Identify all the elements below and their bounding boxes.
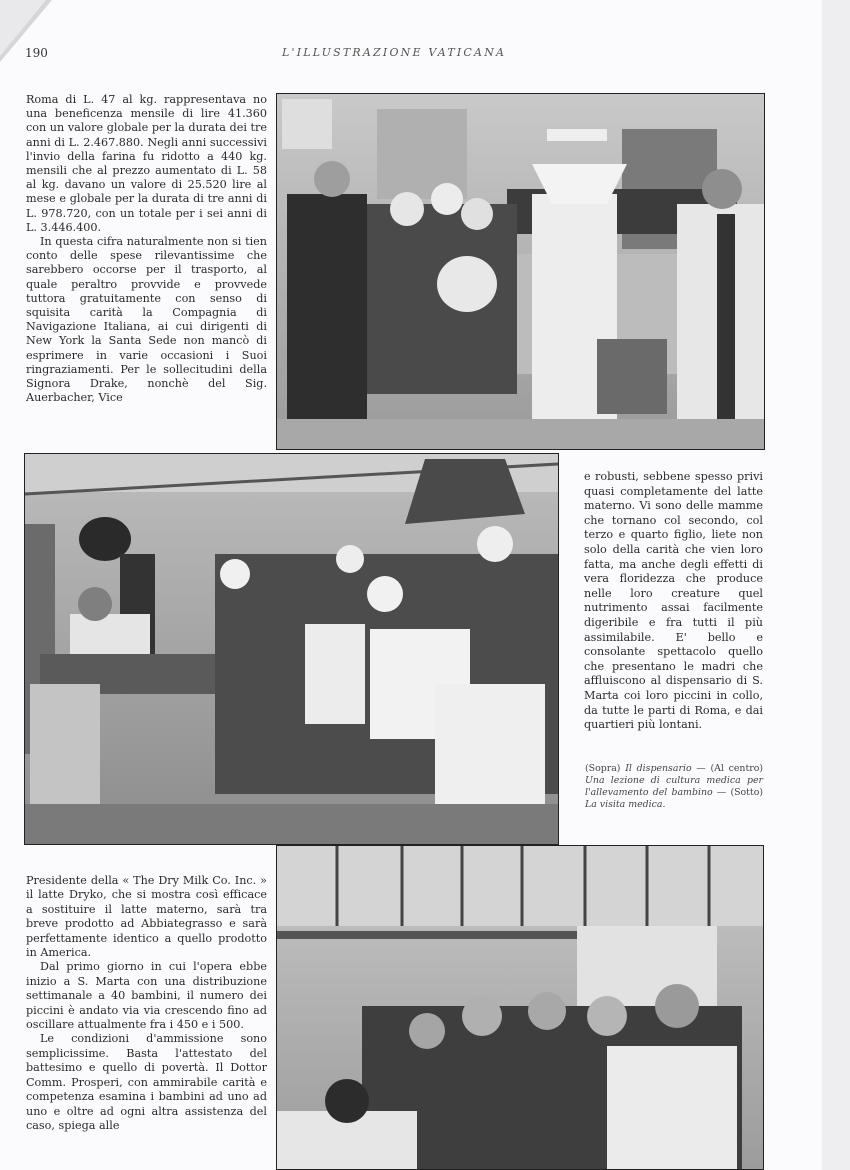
photo-dispensario [276, 93, 765, 450]
caption-center-label: (Al centro) [710, 763, 764, 774]
caption-center-text: Una lezione di cultura medica per l'allevamento del bambino [585, 775, 763, 798]
paragraph: Presidente della « The Dry Milk Co. Inc. » il latte Dryko, che si mostra così efficace a sostituire il latte materno, sarà tra breve prodotto ad Abbiategrasso e sarà perfettamente identico a quello prodotto in America. [26, 874, 267, 960]
paragraph: In questa cifra naturalmente non si tien conto delle spese rilevantissime che sarebbero occorse per il trasporto, al quale peraltro provvide e provvede tuttora gratuitamente con senso di squisita carità la Compagnia di Navigazione Italiana, ai cui dirigenti di New York la Santa Sede non mancò di esprimere in varie occasioni i Suoi ringraziamenti. Per le sollecitudini della Signora Drake, nonchè del Sig. Auerbacher, Vice [26, 235, 267, 405]
man-dark-suit [287, 194, 367, 449]
caption-below-text: La visita medica. [585, 799, 666, 810]
scan-margin [822, 0, 850, 1170]
baby-bundle [607, 1046, 737, 1169]
wall-cabinets [277, 846, 763, 926]
paragraph: Roma di L. 47 al kg. rappresentava no una beneficenza mensile di lire 41.360 con un valore globale per la durata dei tre anni di L. 2.467.880. Negli anni successivi l'invio della farina fu ridotto a 440 kg. mensili che al prezzo aumentato di L. 58 al kg. davano un valore di 25.520 lire al mese e globale per la durata di tre anni di L. 978.720, con un totale per i sei anni di L. 3.446.400. [26, 93, 267, 234]
photo-caption [585, 763, 763, 811]
paragraph: Dal primo giorno in cui l'opera ebbe inizio a S. Marta con una distribuzione settimanale a 40 bambini, il numero dei piccini è andato via via crescendo fino ad oscillare attualmente fra i 450 e i 500. [26, 960, 267, 1032]
photo-dispensario-image [277, 94, 764, 449]
paragraph: e robusti, sebbene spesso privi quasi completamente del latte materno. Vi sono delle mamme che tornano col secondo, col terzo e quarto figlio, liete non solo della carità che vien loro fatta, ma anche degli effetti di vera floridezza che produce nelle loro creature quel nutrimento assai facilmente digeribile e fra tutti il più assimilabile. E' bello e consolante spettacolo quello che presentano le madri che affluiscono al dispensario di S. Marta coi loro piccini in collo, da tutte le parti di Roma, e dai quartieri più lontani. [584, 470, 763, 732]
column-middle-right [584, 470, 763, 733]
column-bottom-left [26, 874, 267, 1133]
christmas-tree [405, 459, 525, 524]
page-number: 190 [25, 46, 48, 60]
caption-above-text: Il dispensario [625, 763, 692, 774]
caption-above-label: (Sopra) [585, 763, 621, 774]
paragraph: Le condizioni d'ammissione sono semplicissime. Basta l'attestato del battesimo e quello di povertà. Il Dottor Comm. Prosperi, con ammirabile carità e competenza esamina i bambini ad uno ad uno e oltre ad ogni altra assistenza del caso, spiega alle [26, 1032, 267, 1132]
photo-lezione [24, 453, 559, 845]
window [282, 99, 332, 149]
photo-visita [276, 845, 764, 1170]
column-top-left [26, 93, 267, 405]
photo-visita-image [277, 846, 763, 1169]
caption-dash: — [716, 787, 727, 798]
ceiling-lamp [547, 129, 607, 141]
caption-below-label: (Sotto) [730, 787, 763, 798]
caption-dash: — [696, 763, 706, 774]
photo-lezione-image [25, 454, 558, 844]
masthead: L'ILLUSTRAZIONE VATICANA [282, 46, 507, 59]
